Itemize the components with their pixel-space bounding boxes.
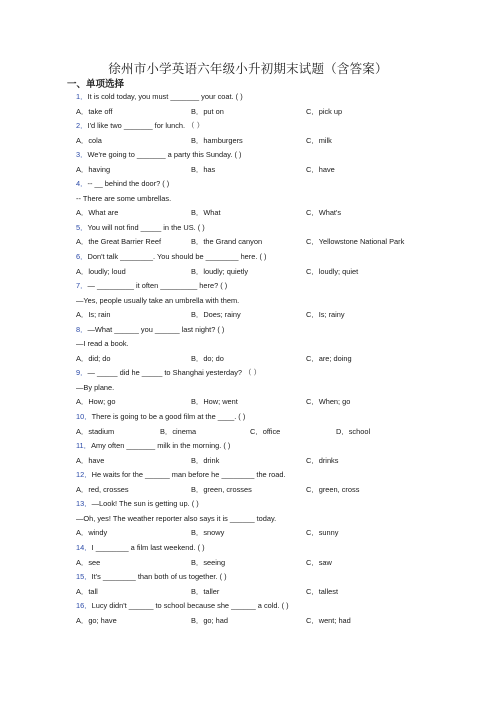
answer-options	[0, 614, 496, 629]
question-text: Amy often _______ milk in the morning. ( )	[91, 441, 231, 451]
option-a: A．cola	[76, 135, 102, 145]
answer-options	[0, 265, 496, 280]
option-c: C．pick up	[306, 106, 343, 116]
question-stem	[0, 570, 496, 585]
option-d: D．school	[336, 426, 371, 436]
question-stem	[0, 221, 496, 236]
answer-options	[0, 395, 496, 410]
question-number: 13．	[76, 499, 92, 509]
option-a: A．Is; rain	[76, 310, 111, 320]
option-c: C．tallest	[306, 586, 339, 596]
answer-options	[0, 134, 496, 149]
question-number: 2．	[76, 121, 88, 131]
option-a: A．see	[76, 557, 101, 567]
option-c: C．sunny	[306, 528, 339, 538]
option-b: B．How; went	[191, 397, 238, 407]
option-b: B．the Grand canyon	[191, 237, 263, 247]
answer-options	[0, 206, 496, 221]
option-b: B．loudly; quietly	[191, 266, 249, 276]
answer-options	[0, 483, 496, 498]
question-stem	[0, 439, 496, 454]
option-b: B．has	[191, 164, 216, 174]
question-number: 11．	[76, 441, 92, 451]
question-stem	[0, 497, 496, 512]
answer-options	[0, 526, 496, 541]
option-b: B．What	[191, 208, 221, 218]
answer-options	[0, 585, 496, 600]
answer-options	[0, 352, 496, 367]
dialogue-line: —Yes, people usually take an umbrella with them.	[76, 295, 240, 305]
question-text: It is cold today, you must _______ your coat. ( )	[87, 92, 243, 101]
option-c: C．are; doing	[306, 353, 352, 363]
question-text: — _____ did he _____ to Shanghai yesterday? （ ）	[87, 368, 261, 378]
question-text: Lucy didn't ______ to school because she ______ a cold. ( )	[91, 601, 289, 611]
question-list	[0, 90, 496, 628]
option-c: C．went; had	[306, 615, 351, 625]
question-number: 9．	[76, 368, 88, 378]
option-b: B．Does; rainy	[191, 310, 241, 320]
question-stem	[0, 250, 496, 265]
option-a: A．have	[76, 455, 105, 465]
question-stem	[0, 410, 496, 425]
question-text: There is going to be a good film at the ____. ( )	[91, 412, 246, 422]
answer-options	[0, 235, 496, 250]
question-number: 10．	[76, 412, 92, 422]
question-text: He waits for the ______ man before he ________ the road.	[91, 470, 286, 480]
question-text: -- __ behind the door? ( )	[87, 179, 170, 189]
dialogue-line: -- There are some umbrellas.	[76, 193, 172, 203]
question-number: 12．	[76, 470, 92, 480]
option-c: C．Is; rainy	[306, 310, 345, 320]
answer-options	[0, 556, 496, 571]
option-a: A．take off	[76, 106, 113, 116]
question-number: 16．	[76, 601, 92, 611]
option-a: A．having	[76, 164, 111, 174]
option-b: B．green, crosses	[191, 484, 252, 494]
option-a: A．loudly; loud	[76, 266, 126, 276]
option-c: C．milk	[306, 135, 332, 145]
question-text: — _________ it often _________ here? ( )	[87, 281, 228, 291]
option-a: A．stadium	[76, 426, 115, 436]
question-text: It's ________ than both of us together. ( )	[91, 572, 227, 582]
option-b: B．snowy	[191, 528, 225, 538]
answer-options	[0, 425, 496, 440]
option-c: C．When; go	[306, 397, 351, 407]
dialogue-line: —Oh, yes! The weather reporter also says it is ______ today.	[76, 513, 277, 523]
page-title: 徐州市小学英语六年级小升初期末试题（含答案）	[108, 61, 388, 76]
option-a: A．How; go	[76, 397, 116, 407]
option-a: A．the Great Barrier Reef	[76, 237, 162, 247]
option-c: C．drinks	[306, 455, 339, 465]
question-stem	[0, 323, 496, 338]
option-b: B．drink	[191, 455, 220, 465]
option-c: C．loudly; quiet	[306, 266, 359, 276]
question-text: We're going to _______ a party this Sunday. ( )	[87, 150, 242, 160]
option-b: B．do; do	[191, 353, 224, 363]
option-c: C．What's	[306, 208, 342, 218]
option-a: A．windy	[76, 528, 108, 538]
question-number: 14．	[76, 542, 92, 552]
question-stem	[0, 541, 496, 556]
option-a: A．did; do	[76, 353, 111, 363]
option-b: B．hamburgers	[191, 135, 243, 145]
question-number: 1．	[76, 92, 88, 101]
question-number: 6．	[76, 252, 88, 262]
option-b: B．seeing	[191, 557, 226, 567]
answer-options	[0, 454, 496, 469]
question-number: 8．	[76, 324, 88, 334]
option-a: A．red, crosses	[76, 484, 129, 494]
question-number: 7．	[76, 281, 88, 291]
question-stem	[0, 177, 496, 192]
question-text: —What ______ you ______ last night? ( )	[87, 324, 225, 334]
question-stem	[0, 148, 496, 163]
question-stem	[0, 468, 496, 483]
question-stem	[0, 279, 496, 294]
option-a: A．What are	[76, 208, 119, 218]
dialogue-line: —By plane.	[76, 382, 115, 392]
option-c: C．saw	[306, 557, 332, 567]
question-number: 5．	[76, 222, 88, 232]
answer-options	[0, 105, 496, 120]
question-text: You will not find _____ in the US. ( )	[87, 222, 205, 232]
question-text: I'd like two _______ for lunch. （ ）	[87, 121, 204, 131]
option-c: C．Yellowstone National Park	[306, 237, 405, 247]
option-c: C．office	[250, 426, 281, 436]
option-b: B．go; had	[191, 615, 228, 625]
question-number: 15．	[76, 572, 92, 582]
question-stem	[0, 119, 496, 134]
question-number: 3．	[76, 150, 88, 160]
question-text: Don't talk ________. You should be ________ here. ( )	[87, 252, 267, 262]
question-stem	[0, 366, 496, 381]
question-number: 4．	[76, 179, 88, 189]
option-a: A．go; have	[76, 615, 117, 625]
question-stem	[0, 599, 496, 614]
answer-options	[0, 308, 496, 323]
option-b: B．cinema	[160, 426, 197, 436]
option-a: A．tall	[76, 586, 98, 596]
option-c: C．have	[306, 164, 335, 174]
option-b: B．taller	[191, 586, 220, 596]
answer-options	[0, 163, 496, 178]
section-heading: 一、单项选择	[67, 79, 125, 90]
option-c: C．green, cross	[306, 484, 360, 494]
option-b: B．put on	[191, 106, 224, 116]
question-text: I ________ a film last weekend. ( )	[91, 542, 205, 552]
dialogue-line: —I read a book.	[76, 339, 129, 349]
question-text: —Look! The sun is getting up. ( )	[91, 499, 199, 509]
question-stem	[0, 90, 496, 105]
